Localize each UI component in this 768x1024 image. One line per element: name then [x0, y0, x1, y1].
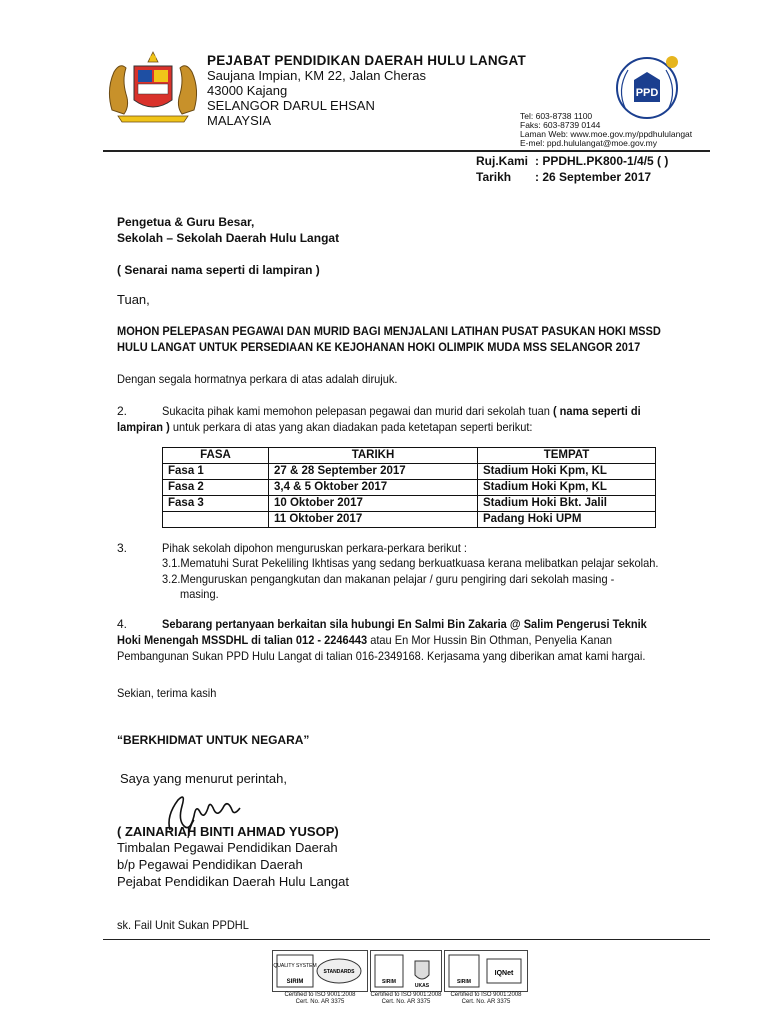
para2-line2 — [117, 420, 533, 434]
table-row — [163, 464, 656, 480]
table-cell: Padang Hoki UPM — [478, 512, 656, 528]
cert-caption-line: Certified to ISO 9001:2008 — [284, 992, 356, 998]
para2-bold: ( nama seperti di — [552, 404, 641, 418]
address-line: 43000 Kajang — [207, 83, 288, 98]
cert-logo-group — [272, 950, 368, 992]
cert-caption — [280, 992, 360, 1006]
para2-text: Sukacita pihak kami memohon pelepasan pegawai dan murid dari sekolah tuan — [162, 404, 550, 418]
sirim-quality-logo-icon — [273, 951, 367, 991]
table-cell: 3,4 & 5 Oktober 2017 — [269, 480, 478, 496]
motto: “BERKHIDMAT UNTUK NEGARA” — [117, 733, 310, 747]
contact-line: Tel: 603-8738 1100 — [520, 111, 593, 121]
table-header: TEMPAT — [478, 448, 656, 464]
table-cell: 27 & 28 September 2017 — [269, 464, 478, 480]
table-cell: Stadium Hoki Bkt. Jalil — [478, 496, 656, 512]
recipient-note: ( Senarai nama seperti di lampiran ) — [117, 263, 320, 277]
header-divider — [103, 150, 710, 152]
para4-text: atau En Mor Hussin Bin Othman, Penyelia Kanan — [370, 633, 612, 647]
cert-caption — [368, 992, 444, 1006]
contact-line: Faks: 603-8739 0144 — [520, 120, 601, 130]
para4-text: Pembangunan Sukan PPD Hulu Langat di talian 016-2349168. Kerjasama yang diberikan amat kami hargai. — [117, 649, 646, 663]
signatory-title: Timbalan Pegawai Pendidikan Daerah — [117, 840, 338, 855]
ukas-quality-logo-icon — [371, 951, 441, 991]
para2-line1 — [162, 404, 641, 418]
para2-text: untuk perkara di atas yang akan diadakan pada ketetapan seperti berikut: — [172, 420, 533, 434]
cert-caption — [446, 992, 526, 1006]
table-cell: Fasa 3 — [163, 496, 269, 512]
salutation: Tuan, — [117, 292, 150, 307]
table-cell: Fasa 2 — [163, 480, 269, 496]
table-cell: 10 Oktober 2017 — [269, 496, 478, 512]
schedule-table — [162, 447, 656, 528]
para4-bold: Hoki Menengah MSSDHL di talian 012 - 2246443 — [117, 633, 368, 647]
closing-text: Sekian, terima kasih — [117, 686, 217, 700]
para3-item: 3.2.Menguruskan pengangkutan dan makanan pelajar / guru pengiring dari sekolah masing - — [162, 572, 615, 586]
cert-caption-line: Certified to ISO 9001:2008 — [450, 992, 522, 998]
svg-text:UKAS: UKAS — [414, 983, 430, 989]
ruj-label: Ruj.Kami — [476, 154, 529, 168]
table-cell: 11 Oktober 2017 — [269, 512, 478, 528]
cert-caption-line: Certified to ISO 9001:2008 — [370, 992, 442, 998]
svg-text:STANDARDS: STANDARDS — [323, 969, 355, 975]
footer-divider — [103, 939, 710, 940]
svg-text:SIRIM: SIRIM — [286, 979, 304, 985]
table-header: FASA — [163, 448, 269, 464]
cert-caption-line: Cert. No. AR 3375 — [381, 999, 431, 1005]
signatory-title: Pejabat Pendidikan Daerah Hulu Langat — [117, 874, 350, 889]
org-name: PEJABAT PENDIDIKAN DAERAH HULU LANGAT — [207, 53, 526, 68]
recipient-line: Sekolah – Sekolah Daerah Hulu Langat — [117, 231, 340, 245]
contact-line: E-mel: ppd.hululangat@moe.gov.my — [520, 138, 657, 148]
signature-intro: Saya yang menurut perintah, — [120, 771, 287, 786]
address-line: SELANGOR DARUL EHSAN — [207, 98, 375, 113]
svg-text:SIRIM: SIRIM — [382, 979, 396, 985]
svg-text:IQNet: IQNet — [494, 970, 514, 977]
para3-item: 3.1.Mematuhi Surat Pekeliling Ikhtisas yang sedang berkuatkuasa kerana melibatkan pelajar sekolah. — [162, 556, 659, 570]
cc-text: sk. Fail Unit Sukan PPDHL — [117, 918, 249, 932]
para4-number: 4. — [117, 617, 128, 631]
table-row — [163, 496, 656, 512]
contact-line: Laman Web: www.moe.gov.my/ppdhululangat — [520, 129, 693, 139]
cert-logo-group — [444, 950, 528, 992]
para4-bold: Sebarang pertanyaan berkaitan sila hubungi En Salmi Bin Zakaria @ Salim Pengerusi Teknik — [162, 617, 647, 631]
table-cell: Fasa 1 — [163, 464, 269, 480]
table-row — [163, 512, 656, 528]
malaysia-coat-of-arms-icon — [104, 50, 202, 124]
iqnet-quality-logo-icon — [445, 951, 527, 991]
address-line: MALAYSIA — [207, 113, 272, 128]
para3-item: masing. — [180, 587, 219, 601]
recipient-line: Pengetua & Guru Besar, — [117, 215, 255, 229]
para4-line2 — [117, 633, 612, 647]
tarikh-value: : 26 September 2017 — [535, 170, 652, 184]
ppd-logo-icon — [606, 50, 688, 122]
table-header: TARIKH — [269, 448, 478, 464]
signatory-title: b/p Pegawai Pendidikan Daerah — [117, 857, 303, 872]
table-cell: Stadium Hoki Kpm, KL — [478, 464, 656, 480]
para3-text: Pihak sekolah dipohon menguruskan perkara-perkara berikut : — [162, 541, 468, 555]
ppd-logo-text: PPD — [635, 87, 659, 99]
cert-logo-group — [370, 950, 442, 992]
cert-caption-line: Cert. No. AR 3375 — [461, 999, 511, 1005]
para2-bold: lampiran ) — [117, 420, 170, 434]
para3-number: 3. — [117, 541, 128, 555]
address-line: Saujana Impian, KM 22, Jalan Cheras — [207, 68, 426, 83]
signatory-name: ( ZAINARIAH BINTI AHMAD YUSOP) — [117, 824, 339, 839]
para2-number: 2. — [117, 404, 128, 418]
svg-text:SIRIM: SIRIM — [457, 979, 471, 985]
table-row — [163, 480, 656, 496]
tarikh-label: Tarikh — [476, 170, 512, 184]
table-header-row — [163, 448, 656, 464]
subject-line: HULU LANGAT UNTUK PERSEDIAAN KE KEJOHANAN HOKI OLIMPIK MUDA MSS SELANGOR 2017 — [117, 340, 641, 354]
svg-text:QUALITY SYSTEM: QUALITY SYSTEM — [273, 963, 317, 969]
table-cell: Stadium Hoki Kpm, KL — [478, 480, 656, 496]
ruj-value: : PPDHL.PK800-1/4/5 ( ) — [535, 154, 669, 168]
table-cell — [163, 512, 269, 528]
subject-line: MOHON PELEPASAN PEGAWAI DAN MURID BAGI MENJALANI LATIHAN PUSAT PASUKAN HOKI MSSD — [117, 324, 661, 338]
intro-text: Dengan segala hormatnya perkara di atas adalah dirujuk. — [117, 372, 398, 386]
cert-caption-line: Cert. No. AR 3375 — [295, 999, 345, 1005]
